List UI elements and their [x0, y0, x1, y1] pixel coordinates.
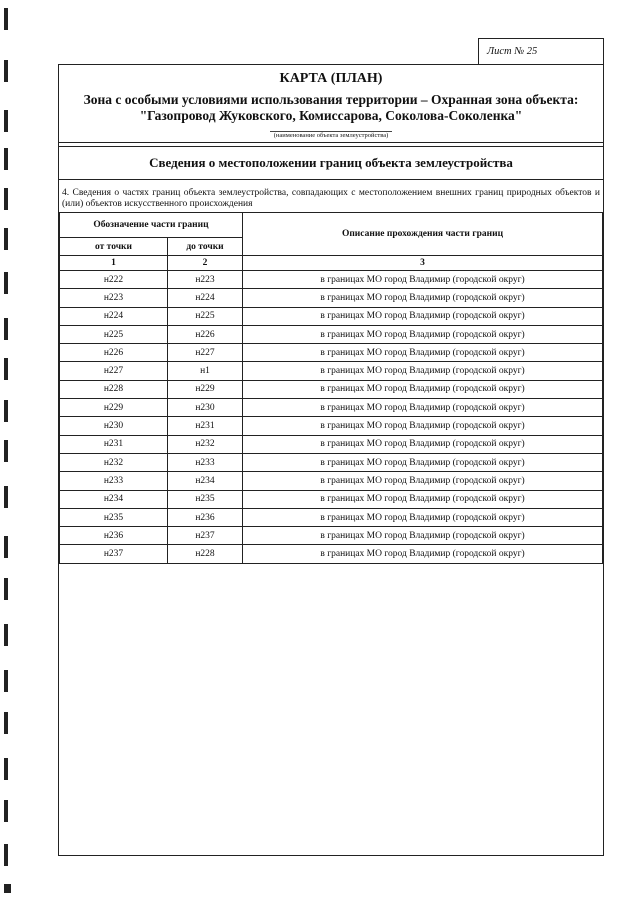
from-point-cell: н236: [60, 527, 168, 545]
description-cell: в границах МО город Владимир (городской округ): [243, 417, 603, 435]
to-point-cell: н229: [168, 380, 243, 398]
description-cell: в границах МО город Владимир (городской округ): [243, 362, 603, 380]
to-point-cell: н223: [168, 271, 243, 289]
zone-description: Зона с особыми условиями использования территории – Охранная зона объекта:: [83, 92, 579, 107]
to-point-cell: н225: [168, 307, 243, 325]
description-cell: в границах МО город Владимир (городской округ): [243, 490, 603, 508]
table-row: [60, 362, 603, 380]
binding-hole: [4, 60, 8, 82]
binding-hole: [4, 8, 8, 30]
col-from-header: от точки: [60, 238, 168, 256]
table-row: [60, 289, 603, 307]
binding-hole: [4, 440, 8, 462]
from-point-cell: н234: [60, 490, 168, 508]
from-point-cell: н233: [60, 472, 168, 490]
from-point-cell: н230: [60, 417, 168, 435]
to-point-cell: н230: [168, 399, 243, 417]
description-cell: в границах МО город Владимир (городской округ): [243, 289, 603, 307]
from-point-cell: н224: [60, 307, 168, 325]
to-point-cell: н234: [168, 472, 243, 490]
from-point-cell: н229: [60, 399, 168, 417]
table-row: [60, 508, 603, 526]
table-row: [60, 453, 603, 471]
description-cell: в границах МО город Владимир (городской округ): [243, 380, 603, 398]
to-point-cell: н227: [168, 344, 243, 362]
to-point-cell: н228: [168, 545, 243, 563]
to-point-cell: н236: [168, 508, 243, 526]
to-point-cell: н231: [168, 417, 243, 435]
binding-hole: [4, 624, 8, 646]
from-point-cell: н222: [60, 271, 168, 289]
binding-hole: [4, 148, 8, 170]
description-cell: в границах МО город Владимир (городской округ): [243, 307, 603, 325]
binding-hole: [4, 358, 8, 380]
sheet-number: Лист № 25: [478, 38, 604, 64]
to-point-cell: н226: [168, 325, 243, 343]
binding-hole: [4, 536, 8, 558]
description-cell: в границах МО город Владимир (городской округ): [243, 472, 603, 490]
boundary-table: [59, 212, 603, 564]
binding-hole: [4, 110, 8, 132]
from-point-cell: н231: [60, 435, 168, 453]
table-row: [60, 417, 603, 435]
col-to-header: до точки: [168, 238, 243, 256]
from-point-cell: н223: [60, 289, 168, 307]
binding-hole: [4, 712, 8, 734]
from-point-cell: н232: [60, 453, 168, 471]
description-cell: в границах МО город Владимир (городской округ): [243, 508, 603, 526]
document-title: КАРТА (ПЛАН): [279, 71, 383, 86]
to-point-cell: н224: [168, 289, 243, 307]
binding-hole: [4, 228, 8, 250]
binding-hole: [4, 400, 8, 422]
corner-mark: [4, 884, 11, 893]
table-row: [60, 399, 603, 417]
col-number: 2: [168, 256, 243, 271]
table-row: [60, 545, 603, 563]
table-row: [60, 435, 603, 453]
table-row: [60, 527, 603, 545]
binding-hole: [4, 578, 8, 600]
from-point-cell: н235: [60, 508, 168, 526]
table-row: [60, 380, 603, 398]
description-cell: в границах МО город Владимир (городской округ): [243, 453, 603, 471]
col-desc-header: Описание прохождения части границ: [243, 213, 603, 256]
description-cell: в границах МО город Владимир (городской округ): [243, 325, 603, 343]
from-point-cell: н226: [60, 344, 168, 362]
from-point-cell: н228: [60, 380, 168, 398]
binding-hole: [4, 800, 8, 822]
object-name: "Газопровод Жуковского, Комиссарова, Соколова-Соколенка": [139, 108, 523, 123]
table-row: [60, 325, 603, 343]
binding-hole: [4, 758, 8, 780]
description-cell: в границах МО город Владимир (городской округ): [243, 344, 603, 362]
section-title: Сведения о местоположении границ объекта землеустройства: [59, 146, 603, 180]
to-point-cell: н235: [168, 490, 243, 508]
description-cell: в границах МО город Владимир (городской округ): [243, 271, 603, 289]
from-point-cell: н225: [60, 325, 168, 343]
table-row: [60, 344, 603, 362]
binding-holes: [4, 0, 16, 905]
binding-hole: [4, 318, 8, 340]
col-number: 3: [243, 256, 603, 271]
to-point-cell: н237: [168, 527, 243, 545]
description-cell: в границах МО город Владимир (городской округ): [243, 527, 603, 545]
document-header: [59, 65, 603, 143]
binding-hole: [4, 272, 8, 294]
table-row: [60, 472, 603, 490]
description-cell: в границах МО город Владимир (городской округ): [243, 399, 603, 417]
from-point-cell: н227: [60, 362, 168, 380]
section-note: 4. Сведения о частях границ объекта землеустройства, совпадающих с местоположением внешних границ природных объектов и (или) объектов искусственного происхождения: [62, 188, 600, 209]
description-cell: в границах МО город Владимир (городской округ): [243, 435, 603, 453]
binding-hole: [4, 844, 8, 866]
to-point-cell: н233: [168, 453, 243, 471]
table-row: [60, 490, 603, 508]
table-row: [60, 271, 603, 289]
binding-hole: [4, 188, 8, 210]
description-cell: в границах МО город Владимир (городской округ): [243, 545, 603, 563]
col-group-header: Обозначение части границ: [60, 213, 243, 238]
document-frame: [58, 64, 604, 856]
to-point-cell: н232: [168, 435, 243, 453]
object-caption: (наименование объекта землеустройства): [270, 131, 393, 139]
binding-hole: [4, 670, 8, 692]
from-point-cell: н237: [60, 545, 168, 563]
col-number: 1: [60, 256, 168, 271]
binding-hole: [4, 486, 8, 508]
table-row: [60, 307, 603, 325]
to-point-cell: н1: [168, 362, 243, 380]
